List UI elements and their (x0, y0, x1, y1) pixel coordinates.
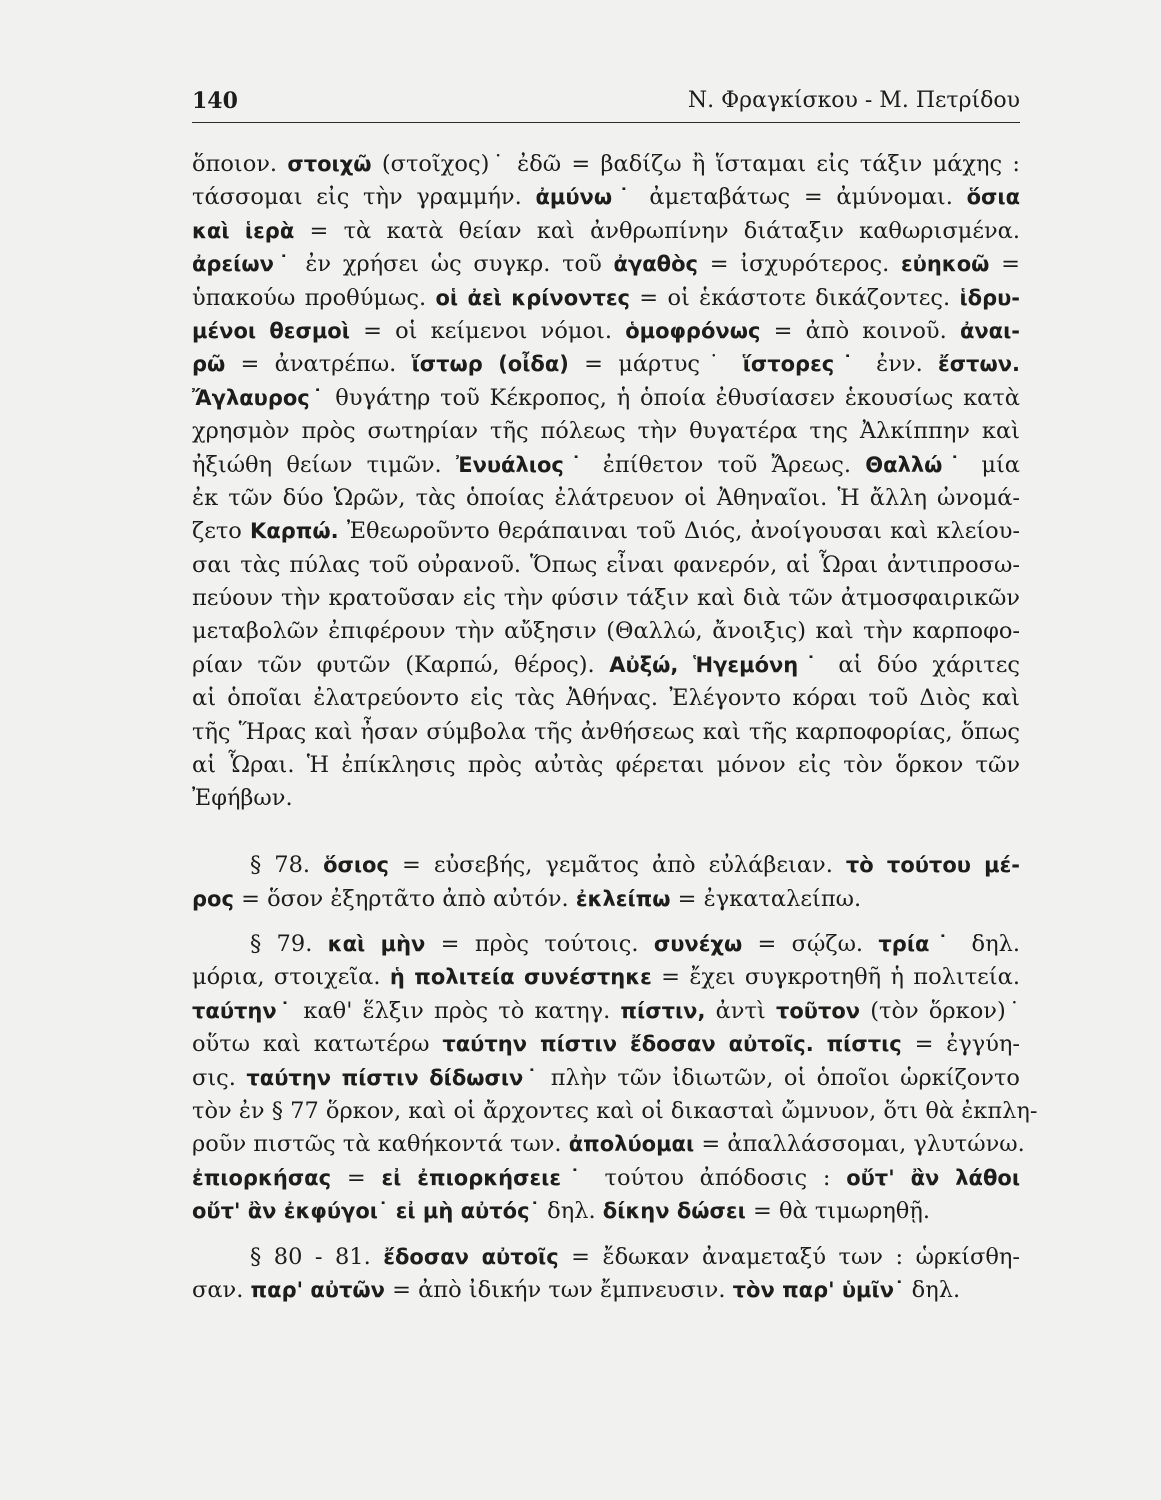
text-line: σις. ταύτην πίστιν δίδωσιν˙ πλὴν τῶν ἰδιωτῶν, οἱ ὁποῖοι ὡρκίζοντο (192, 1064, 1020, 1091)
paragraph-section-79 (192, 928, 1038, 1229)
text-line: Ἐφήβων. (192, 785, 293, 812)
text-line: αἱ ὁποῖαι ἐλατρεύοντο εἰς τὰς Ἀθήνας. Ἐλέγοντο κόραι τοῦ Διὸς καὶ (192, 685, 1020, 712)
text-line: ὅποιον. στοιχῶ (στοῖχος)˙ ἐδῶ = βαδίζω ἢ ἵσταμαι εἰς τάξιν μάχης : (192, 151, 1021, 177)
text-line: ζετο Καρπώ. Ἐθεωροῦντο θεράπαιναι τοῦ Διός, ἀνοίγουσαι καὶ κλείου- (192, 518, 1021, 545)
text-line: χρησμὸν πρὸς σωτηρίαν τῆς πόλεως τὴν θυγατέρα της Ἀλκίππην καὶ (192, 418, 1020, 445)
text-line: αἱ Ὧραι. Ἡ ἐπίκλησις πρὸς αὐτὰς φέρεται μόνον εἰς τὸν ὅρκον τῶν (192, 752, 1020, 779)
text-line: Ἄγλαυρος˙ θυγάτηρ τοῦ Κέκροπος, ἡ ὁποία ἐθυσίασεν ἑκουσίως κατὰ (192, 384, 1020, 411)
page-number: 140 (192, 88, 238, 114)
page-header (192, 86, 1020, 123)
text-line: πεύουν τὴν κρατοῦσαν εἰς τὴν φύσιν τάξιν καὶ διὰ τῶν ἀτμοσφαιρικῶν (192, 585, 1020, 612)
text-line: § 80 - 81. ἔδοσαν αὐτοῖς = ἔδωκαν ἀναμεταξύ των : ὡρκίσθη- (250, 1243, 1021, 1270)
text-line: ἀρείων˙ ἐν χρήσει ὡς συγκρ. τοῦ ἀγαθὸς = ἰσχυρότερος. εὐηκοῶ = (192, 251, 1020, 278)
text-line: σαν. παρ' αὐτῶν = ἀπὸ ἰδικήν των ἔμπνευσιν. τὸν παρ' ὑμῖν˙ δηλ. (192, 1276, 961, 1303)
text-line: ρος = ὅσον ἐξηρτᾶτο ἀπὸ αὐτόν. ἐκλείπω = ἐγκαταλείπω. (192, 885, 862, 912)
text-line: τάσσομαι εἰς τὴν γραμμήν. ἀμύνω˙ ἀμεταβάτως = ἀμύνομαι. ὅσια (192, 184, 1021, 211)
text-line: § 79. καὶ μὴν = πρὸς τούτοις. συνέχω = σῴζω. τρία˙ δηλ. (250, 930, 1020, 957)
paragraph-gap (192, 816, 1020, 849)
text-line: τὸν ἐν § 77 ὅρκον, καὶ οἱ ἄρχοντες καὶ οἱ δικασταὶ ὤμνυον, ὅτι θὰ ἐκπλη- (192, 1097, 1038, 1124)
paragraph-gap (192, 916, 1020, 928)
text-line: ἠξιώθη θείων τιμῶν. Ἐνυάλιος˙ ἐπίθετον τοῦ Ἄρεως. Θαλλώ˙ μία (192, 451, 1021, 478)
text-line: μένοι θεσμοὶ = οἱ κείμενοι νόμοι. ὁμοφρόνως = ἀπὸ κοινοῦ. ἀναι- (192, 317, 1020, 344)
paragraph-section-78 (192, 849, 1020, 916)
text-line: ἐπιορκήσας = εἰ ἐπιορκήσειε˙ τούτου ἀπόδοσις : οὔτ' ἂν λάθοι (192, 1164, 1020, 1191)
text-line: ταύτην˙ καθ' ἕλξιν πρὸς τὸ κατηγ. πίστιν, ἀντὶ τοῦτον (τὸν ὅρκον)˙ (192, 997, 1021, 1024)
text-line: ὑπακούω προθύμως. οἱ ἀεὶ κρίνοντες = οἱ ἑκάστοτε δικάζοντες. ἱδρυ- (192, 284, 1021, 311)
text-line: οὔτ' ἂν ἐκφύγοι˙ εἰ μὴ αὐτός˙ δηλ. δίκην δώσει = θὰ τιμωρηθῇ. (192, 1198, 930, 1225)
text-line: ροῦν πιστῶς τὰ καθήκοντά των. ἀπολύομαι = ἀπαλλάσσομαι, γλυτώνω. (192, 1131, 1025, 1158)
text-line: ρίαν τῶν φυτῶν (Καρπώ, θέρος). Αὐξώ, Ἡγεμόνη˙ αἱ δύο χάριτες (192, 651, 1020, 678)
paragraph-notes (192, 148, 1020, 816)
text-line: οὕτω καὶ κατωτέρω ταύτην πίστιν ἔδοσαν αὐτοῖς. πίστις = ἐγγύη- (192, 1031, 1021, 1058)
paragraph-section-80-81 (192, 1241, 1020, 1308)
text-line: καὶ ἱερὰ = τὰ κατὰ θείαν καὶ ἀνθρωπίνην διάταξιν καθωρισμένα. (192, 217, 1020, 244)
text-line: ἐκ τῶν δύο Ὡρῶν, τὰς ὁποίας ἐλάτρευον οἱ Ἀθηναῖοι. Ἡ ἄλλη ὠνομά- (192, 484, 1020, 511)
paragraph-gap (192, 1229, 1020, 1241)
text-line: ρῶ = ἀνατρέπω. ἵστωρ (οἶδα) = μάρτυς˙ ἵστορες˙ ἐνν. ἔστων. (192, 351, 1020, 378)
text-line: μόρια, στοιχεῖα. ἡ πολιτεία συνέστηκε = ἔχει συγκροτηθῆ ἡ πολιτεία. (192, 964, 1020, 991)
text-line: μεταβολῶν ἐπιφέρουν τὴν αὔξησιν (Θαλλώ, ἄνοιξις) καὶ τὴν καρποφο- (192, 618, 1020, 645)
text-line: σαι τὰς πύλας τοῦ οὐρανοῦ. Ὅπως εἶναι φανερόν, αἱ Ὧραι ἀντιπροσω- (192, 551, 1020, 578)
text-block (192, 148, 1038, 1307)
text-line: τῆς Ἥρας καὶ ἦσαν σύμβολα τῆς ἀνθήσεως καὶ τῆς καρποφορίας, ὅπως (192, 718, 1020, 745)
running-head: Ν. Φραγκίσκου - Μ. Πετρίδου (687, 88, 1020, 113)
text-line: § 78. ὅσιος = εὐσεβής, γεμᾶτος ἀπὸ εὐλάβειαν. τὸ τούτου μέ- (250, 852, 1020, 879)
